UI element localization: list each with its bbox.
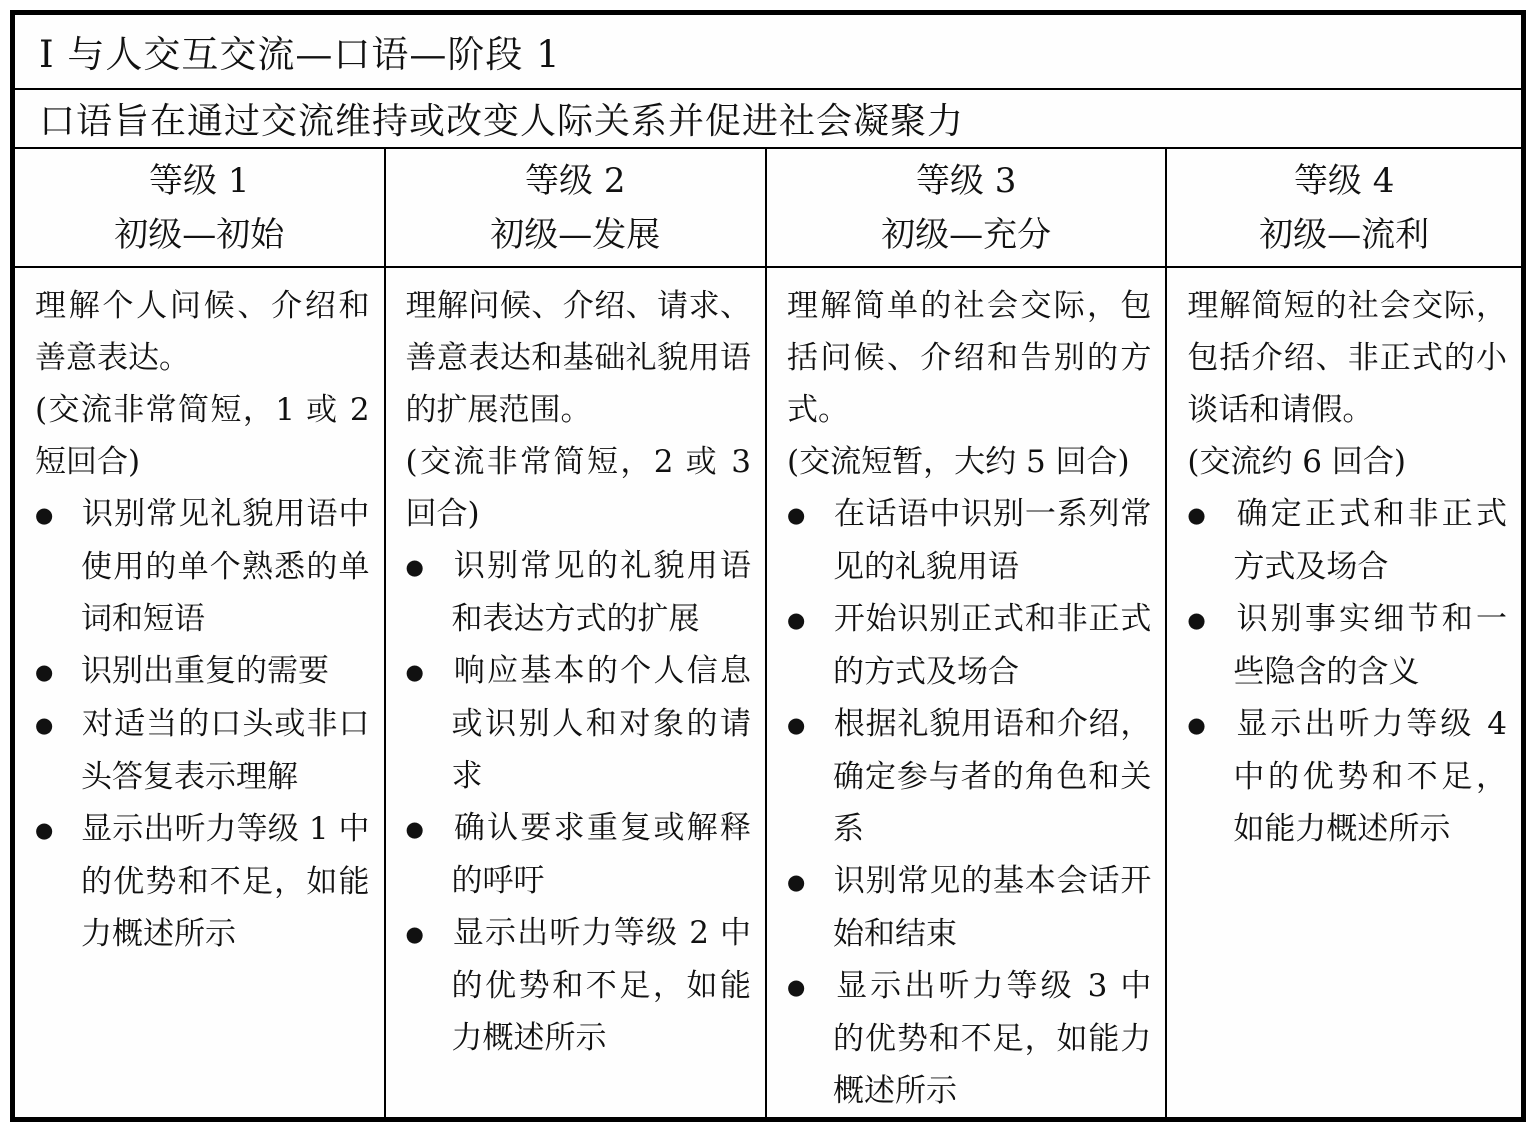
bullet-dot-icon: ● — [1187, 712, 1206, 738]
bullet-dot-icon: ● — [35, 817, 54, 843]
bullet-dot-icon: ● — [787, 869, 806, 895]
bullet-text: 显示出听力等级 3 中的优势和不足，如能力概述所示 — [833, 968, 1152, 1109]
bullet-text: 识别事实细节和一些隐含的含义 — [1233, 601, 1507, 691]
sublevel-label: 初级—初始 — [114, 214, 285, 255]
table-title: Ⅰ 与人交互交流—口语—阶段 1 — [15, 15, 1521, 90]
bullet-item — [35, 698, 370, 803]
bullet-item — [406, 540, 751, 645]
column-header-level-3 — [765, 149, 1165, 266]
bullet-text: 识别出重复的需要 — [81, 653, 329, 690]
intro-text: 理解简单的社会交际，包括问候、介绍和告别的方式。 — [787, 288, 1152, 429]
note-text: (交流短暂，大约 5 回合) — [787, 444, 1130, 481]
bullet-text: 识别常见的礼貌用语和表达方式的扩展 — [451, 548, 752, 638]
column-header-level-2 — [384, 149, 765, 266]
bullet-item — [787, 960, 1151, 1117]
bullet-text: 在话语中识别一系列常见的礼貌用语 — [833, 496, 1152, 586]
bullet-dot-icon: ● — [1187, 502, 1206, 528]
bullet-dot-icon: ● — [787, 607, 806, 633]
level-4-descriptors — [1165, 268, 1521, 1117]
bullet-dot-icon: ● — [405, 921, 424, 947]
level-label: 等级 4 — [1293, 160, 1395, 201]
column-header-level-1 — [15, 149, 384, 266]
intro-text: 理解个人问候、介绍和善意表达。 — [35, 288, 370, 377]
column-header-level-4 — [1165, 149, 1521, 266]
bullet-item — [1187, 698, 1507, 855]
bullet-dot-icon: ● — [35, 712, 54, 738]
bullet-item — [787, 593, 1151, 698]
bullet-item — [787, 488, 1151, 593]
bullet-item — [406, 907, 751, 1064]
bullet-item — [406, 802, 751, 907]
bullet-dot-icon: ● — [787, 502, 806, 528]
note-text: (交流约 6 回合) — [1187, 444, 1406, 481]
bullet-item — [787, 855, 1151, 960]
bullet-text: 识别常见礼貌用语中使用的单个熟悉的单词和短语 — [81, 496, 370, 638]
bullet-text: 确认要求重复或解释的呼吁 — [451, 810, 752, 900]
bullet-dot-icon: ● — [35, 659, 54, 685]
rubric-table — [10, 10, 1526, 1122]
bullet-item — [787, 698, 1151, 855]
bullet-item — [406, 645, 751, 802]
table-subtitle: 口语旨在通过交流维持或改变人际关系并促进社会凝聚力 — [15, 90, 1521, 150]
bullet-item — [35, 803, 370, 960]
bullet-dot-icon: ● — [405, 816, 424, 842]
level-label: 等级 2 — [525, 160, 626, 201]
bullet-dot-icon: ● — [405, 659, 424, 685]
level-1-descriptors — [15, 268, 384, 1117]
note-text: (交流非常简短，1 或 2 短回合) — [35, 392, 370, 481]
level-2-descriptors — [384, 268, 765, 1117]
bullet-dot-icon: ● — [787, 712, 806, 738]
bullet-dot-icon: ● — [35, 502, 54, 528]
bullet-dot-icon: ● — [405, 554, 424, 580]
level-label: 等级 3 — [915, 160, 1017, 201]
bullet-text: 识别常见的基本会话开始和结束 — [833, 863, 1152, 953]
level-3-descriptors — [765, 268, 1165, 1117]
intro-text: 理解简短的社会交际，包括介绍、非正式的小谈话和请假。 — [1187, 288, 1507, 429]
bullet-text: 开始识别正式和非正式的方式及场合 — [833, 601, 1152, 691]
bullet-text: 对适当的口头或非口头答复表示理解 — [81, 706, 370, 796]
bullet-text: 显示出听力等级 4 中的优势和不足，如能力概述所示 — [1233, 706, 1507, 848]
sublevel-label: 初级—发展 — [490, 214, 661, 255]
bullet-text: 显示出听力等级 1 中的优势和不足，如能力概述所示 — [81, 811, 370, 953]
bullet-text: 响应基本的个人信息或识别人和对象的请求 — [451, 653, 752, 795]
level-label: 等级 1 — [149, 160, 250, 201]
column-headers-row — [15, 149, 1521, 268]
bullet-item — [1187, 488, 1507, 593]
bullet-item — [35, 488, 370, 645]
bullet-dot-icon: ● — [787, 974, 806, 999]
bullet-item — [35, 645, 370, 698]
bullet-dot-icon: ● — [1187, 607, 1206, 633]
intro-text: 理解问候、介绍、请求、善意表达和基础礼貌用语的扩展范围。 — [405, 288, 752, 429]
sublevel-label: 初级—充分 — [881, 214, 1052, 255]
bullet-item — [1187, 593, 1507, 698]
sublevel-label: 初级—流利 — [1259, 214, 1430, 255]
note-text: (交流非常简短，2 或 3 回合) — [405, 444, 752, 533]
descriptor-cells-row — [15, 268, 1521, 1117]
bullet-text: 显示出听力等级 2 中的优势和不足，如能力概述所示 — [451, 915, 752, 1057]
bullet-text: 根据礼貌用语和介绍，确定参与者的角色和关系 — [833, 706, 1152, 848]
bullet-text: 确定正式和非正式方式及场合 — [1233, 496, 1507, 586]
